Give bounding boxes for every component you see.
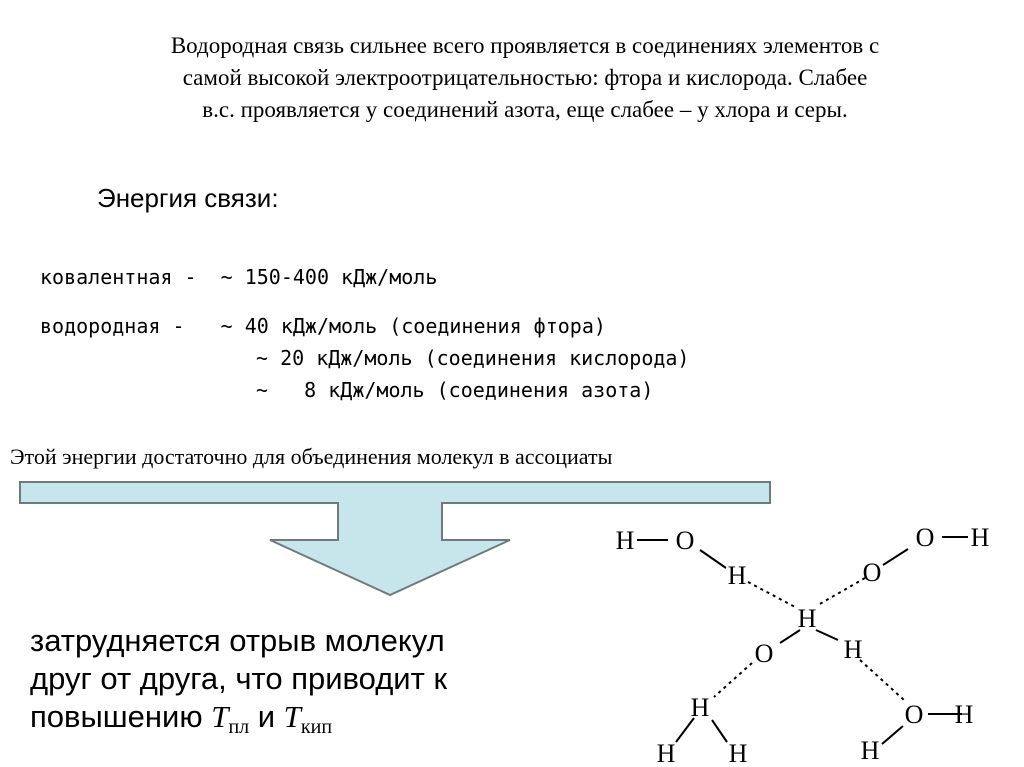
atom-label: H xyxy=(656,739,676,767)
atom-label: O xyxy=(904,700,924,729)
intro-line-1: Водородная связь сильнее всего проявляется в соединениях элементов с xyxy=(170,33,880,58)
conclusion-prefix: повышению xyxy=(30,699,212,734)
hydrogen-energy-line-nitrogen: ~ 8 кДж/моль (соединения азота) xyxy=(256,378,654,402)
atom-label: O xyxy=(754,639,774,668)
atom-label: H xyxy=(970,523,990,552)
melt-subscript: пл xyxy=(228,716,250,738)
atom-label: O xyxy=(862,558,882,587)
conclusion-line-2: друг от друга, что приводит к xyxy=(30,661,448,696)
atom-label: O xyxy=(915,523,935,552)
atom-label: H xyxy=(728,739,748,767)
atom-label: H xyxy=(954,700,974,729)
conclusion-line-1: затрудняется отрыв молекул xyxy=(30,623,445,658)
intro-line-2: самой высокой электроотрицательностью: фтора и кислорода. Слабее xyxy=(182,65,868,90)
t-melt-symbol: T xyxy=(211,699,229,734)
energy-heading: Энергия связи: xyxy=(97,183,279,213)
intro-line-3: в.с. проявляется у соединений азота, еще слабее – у хлора и серы. xyxy=(202,97,848,122)
atom-label: H xyxy=(860,736,880,765)
atom-label: H xyxy=(727,561,747,590)
atom-label: O xyxy=(675,526,695,555)
and-word: и xyxy=(249,699,284,734)
atom-labels xyxy=(616,523,990,767)
hydrogen-bond-lines xyxy=(714,578,904,700)
boil-subscript: кип xyxy=(300,716,333,738)
hydrogen-energy-line-fluorine: водородная - ~ 40 кДж/моль (соединения фтора) xyxy=(40,314,606,338)
t-boil-symbol: T xyxy=(283,699,301,734)
atom-label: H xyxy=(797,604,817,633)
associates-sentence: Этой энергии достаточно для объединения молекул в ассоциаты xyxy=(10,444,613,469)
covalent-energy-line: ковалентная - ~ 150-400 кДж/моль xyxy=(40,265,438,289)
atom-label: H xyxy=(615,526,635,555)
atom-label: H xyxy=(690,693,710,722)
hydrogen-energy-line-oxygen: ~ 20 кДж/моль (соединения кислорода) xyxy=(256,346,690,370)
atom-label: H xyxy=(843,635,863,664)
